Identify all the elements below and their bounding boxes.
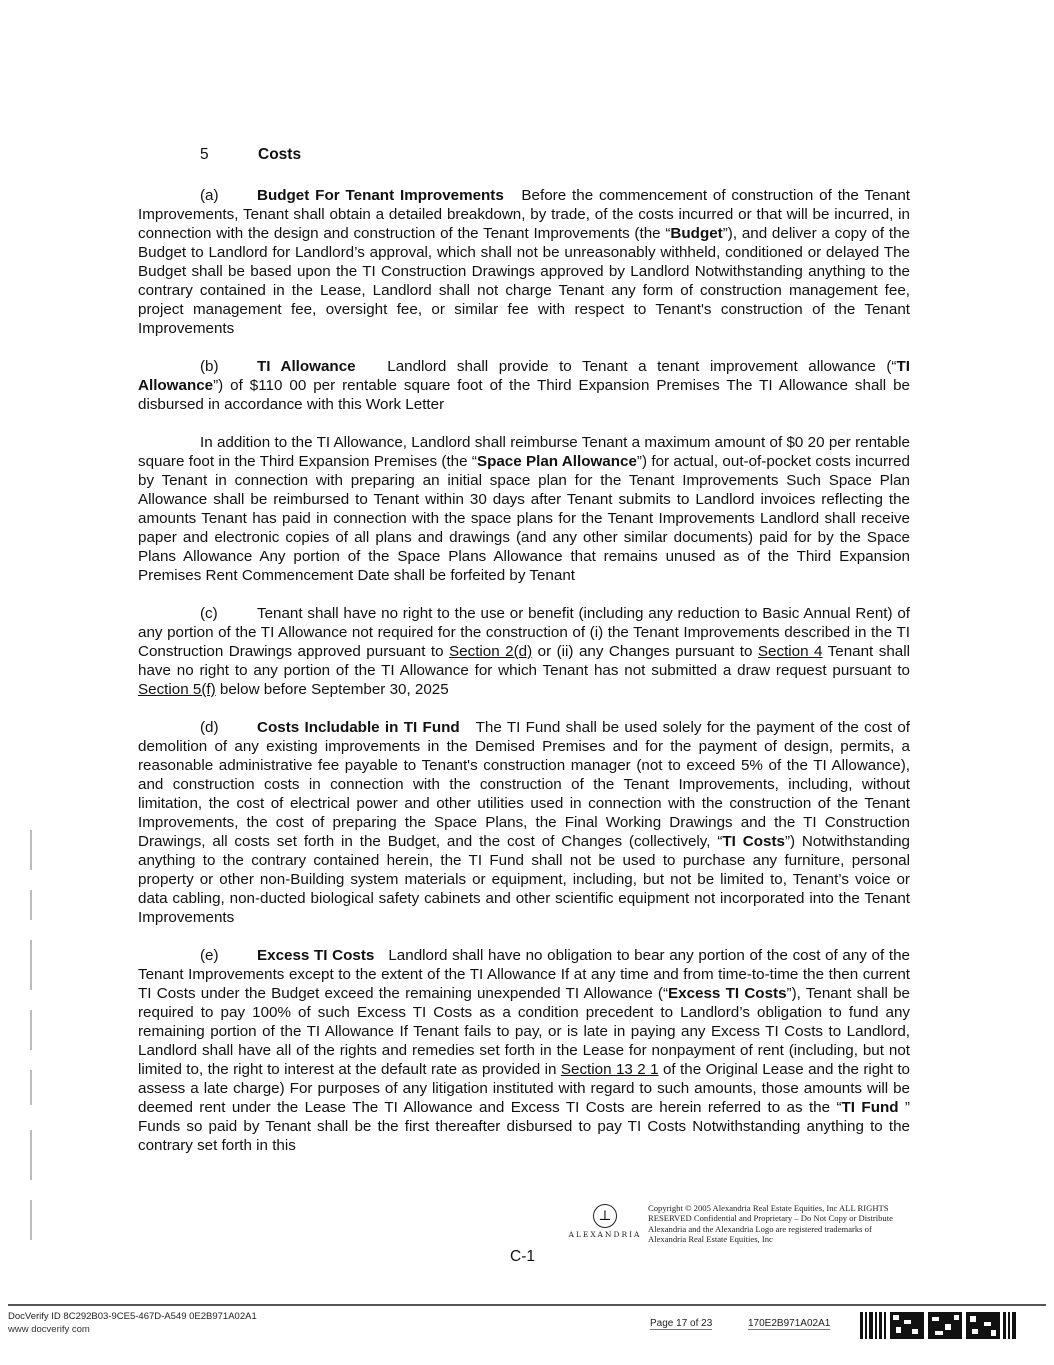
paragraph-a-label: (a)	[200, 187, 219, 204]
paragraph-d-label: (d)	[200, 719, 219, 736]
section-heading	[200, 146, 301, 164]
paragraph-c-text-2: or (ii) any Changes pursuant to	[532, 643, 758, 660]
paragraph-a-heading: Budget For Tenant Improvements	[257, 187, 504, 204]
logo-text: ALEXANDRIA	[568, 1230, 642, 1239]
paragraph-b	[138, 357, 910, 414]
section-reference: Section 13 2 1	[560, 1061, 659, 1078]
paragraph-e	[138, 946, 910, 1155]
paragraph-e-label: (e)	[200, 947, 219, 964]
section-reference: Section 5(f)	[138, 681, 216, 698]
defined-term-excess-ti-costs: Excess TI Costs	[668, 985, 787, 1002]
paragraph-b-text-cont: ”) of $110 00 per rentable square foot of the Third Expansion Premises The TI Allowance shall be disbursed in accordance with this Work Letter	[138, 377, 910, 413]
docverify-url[interactable]: www docverify com	[8, 1324, 90, 1335]
paragraph-b-label: (b)	[200, 358, 219, 375]
page-number: C-1	[510, 1248, 535, 1265]
section-title: Costs	[258, 146, 302, 163]
defined-term-ti-costs: TI Costs	[722, 833, 785, 850]
section-reference: Section 2(d)	[449, 643, 533, 660]
paragraph-a-text: Before the commencement of construction of the Tenant Improvements, Tenant shall obtain a detailed breakdown, by trade, of the costs incurred or that will be incurred, in connection with the design and construction of the Tenant Improvements (the “	[138, 187, 910, 242]
paragraph-d-text-cont: ”) Notwithstanding anything to the contrary contained herein, the TI Fund shall not be used to purchase any furniture, personal property or other non-Building system materials or equipment, including, but not be limited to, Tenant’s voice or data cabling, non-ducted biological safety cabinets and other scientific equipment not incorporated into the Tenant Improvements	[138, 833, 910, 926]
paragraph-e-text-3: of the Original Lease and the right to assess a late charge) For purposes of any litigation instituted with regard to such amounts, those amounts will be deemed rent under the Lease The TI Allowance and Excess TI Costs are herein referred to as the “	[138, 1061, 910, 1116]
alexandria-logo-icon: ⊥	[593, 1204, 617, 1228]
defined-term-budget: Budget	[670, 225, 723, 242]
paragraph-space-text: In addition to the TI Allowance, Landlord shall reimburse Tenant a maximum amount of $0 20 per rentable square foot in the Third Expansion Premises (the “	[138, 434, 910, 470]
paragraph-d-heading: Costs Includable in TI Fund	[257, 719, 460, 736]
docverify-divider	[8, 1304, 1046, 1306]
defined-term-ti-fund: TI Fund	[841, 1099, 899, 1116]
paragraph-e-text-2: ”), Tenant shall be required to pay 100% of such Excess TI Costs as a condition precedent to Landlord’s obligation to fund any remaining portion of the TI Allowance If Tenant fails to pay, or is late in paying any Excess TI Costs to Landlord, Landlord shall have all of the rights and remedies set forth in the Lease for nonpayment of rent (including, but not limited to, the right to interest at the default rate as provided in	[138, 985, 910, 1078]
document-body	[138, 186, 910, 1155]
copyright-notice: Copyright © 2005 Alexandria Real Estate Equities, Inc ALL RIGHTS RESERVED Confidential and Proprietary – Do Not Copy or Distribute Alexandria and the Alexandria Logo are registered trademarks of Alexandria Real Estate Equities, Inc	[648, 1203, 893, 1245]
paragraph-a-text-cont: ”), and deliver a copy of the Budget to Landlord for Landlord’s approval, which shall not be unreasonably withheld, conditioned or delayed The Budget shall be based upon the TI Construction Drawings approved by Landlord Notwithstanding anything to the contrary contained in the Lease, Landlord shall not charge Tenant any form of construction management fee, project management fee, oversight fee, or similar fee with respect to Tenant's construction of the Tenant Improvements	[138, 225, 910, 337]
scan-margin-marks	[26, 830, 38, 1260]
section-reference: Section 4	[757, 643, 823, 660]
paragraph-e-text: Landlord shall have no obligation to bear any portion of the cost of any of the Tenant Improvements except to the extent of the TI Allowance If at any time and from time-to-time the then current TI Costs under the Budget exceed the remaining unexpended TI Allowance (“	[138, 947, 910, 1002]
paragraph-e-text-4: ” Funds so paid by Tenant shall be the first thereafter disbursed to pay TI Costs Notwithstanding anything to the contrary set forth in this	[138, 1099, 910, 1154]
paragraph-space-text-cont: ”) for actual, out-of-pocket costs incurred by Tenant in connection with preparing an initial space plan for the Tenant Improvements Such Space Plan Allowance shall be reimbursed to Tenant within 30 days after Tenant submits to Landlord invoices reflecting the amounts Tenant has paid in connection with the space plans for the Tenant Improvements Landlord shall receive paper and electronic copies of all plans and drawings (and any other similar documents) paid for by the Space Plans Allowance Any portion of the Space Plans Allowance that remains unused as of the Third Expansion Premises Rent Commencement Date shall be forfeited by Tenant	[138, 453, 910, 584]
section-number: 5	[200, 146, 209, 163]
paragraph-a	[138, 186, 910, 338]
docverify-page-info: Page 17 of 23	[650, 1318, 713, 1329]
paragraph-c-label: (c)	[200, 605, 218, 622]
paragraph-e-heading: Excess TI Costs	[257, 947, 375, 964]
paragraph-space-plan	[138, 433, 910, 585]
docverify-id: DocVerify ID 8C292B03-9CE5-467D-A549 0E2B971A02A1	[8, 1311, 257, 1322]
paragraph-d-text: The TI Fund shall be used solely for the payment of the cost of demolition of any existing improvements in the Demised Premises and for the payment of design, permits, a reasonable administrative fee payable to Tenant's construction manager (not to exceed 5% of the TI Allowance), and construction costs in connection with the construction of the Tenant Improvements, including, without limitation, the cost of electrical power and other utilities used in connection with the construction of the Tenant Improvements, the cost of preparing the Space Plans, the Final Working Drawings and the TI Construction Drawings, all costs set forth in the Budget, and the cost of Changes (collectively, “	[138, 719, 910, 850]
paragraph-b-text: Landlord shall provide to Tenant a tenant improvement allowance (“	[387, 358, 897, 375]
paragraph-c-text: Tenant shall have no right to the use or benefit (including any reduction to Basic Annual Rent) of any portion of the TI Allowance not required for the construction of (i) the Tenant Improvements described in the TI Construction Drawings approved pursuant to	[138, 605, 910, 660]
paragraph-d	[138, 718, 910, 927]
paragraph-b-heading: TI Allowance	[257, 358, 356, 375]
paragraph-c-text-4: below before September 30, 2025	[215, 681, 449, 698]
paragraph-c	[138, 604, 910, 699]
barcode-icon	[860, 1312, 1016, 1339]
alexandria-logo	[560, 1204, 650, 1239]
defined-term-ti-allowance: TI Allowance	[138, 358, 910, 394]
docverify-code: 170E2B971A02A1	[748, 1318, 831, 1329]
paragraph-c-text-3: Tenant shall have no right to any portion of the TI Allowance for which Tenant has not submitted a draw request pursuant to	[138, 643, 910, 679]
defined-term-space-plan-allowance: Space Plan Allowance	[476, 453, 637, 470]
